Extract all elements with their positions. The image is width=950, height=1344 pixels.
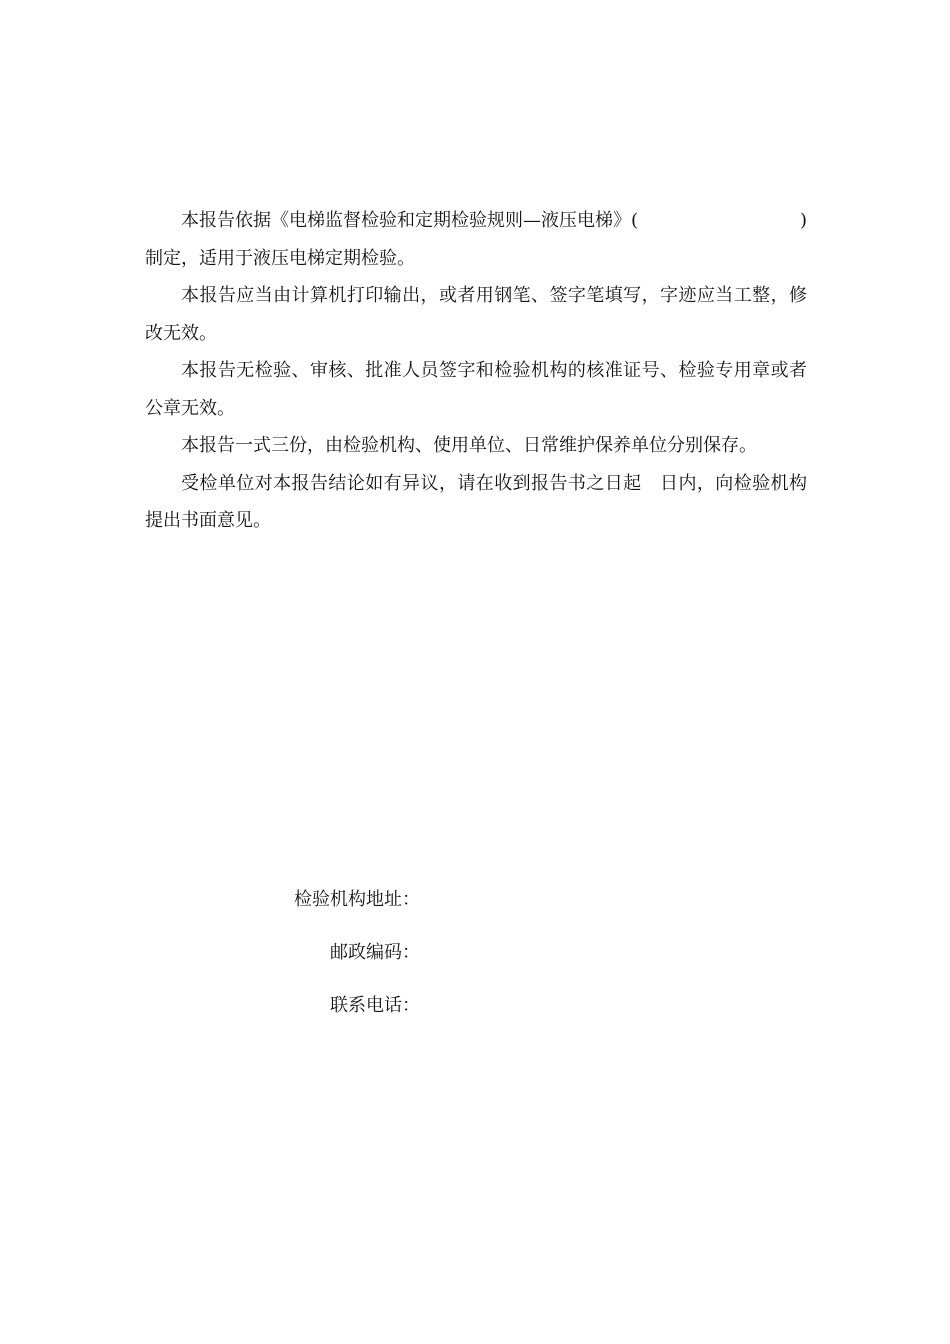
notes-paragraph-1-line-1 [145, 202, 807, 240]
notes-paragraph-1-text: 本报告依据《电梯监督检验和定期检验规则—液压电梯》( [181, 210, 639, 231]
notes-paragraph-1-closing: ) [799, 210, 807, 231]
notes-paragraph-3: 本报告无检验、审核、批准人员签字和检验机构的核准证号、检验专用章或者公章无效。 [145, 360, 807, 419]
notes-paragraph-5: 受检单位对本报告结论如有异议，请在收到报告书之日起 日内，向检验机构提出书面意见。 [145, 472, 807, 531]
notes-body [145, 202, 807, 540]
notes-paragraph-4: 本报告一式三份，由检验机构、使用单位、日常维护保养单位分别保存。 [181, 435, 757, 456]
title-glyph [519, 124, 533, 144]
notes-paragraph-2: 本报告应当由计算机打印输出，或者用钢笔、签字笔填写，字迹应当工整，修改无效。 [145, 285, 807, 344]
phone-label: 联系电话： [330, 995, 420, 1016]
address-label: 检验机构地址： [294, 889, 420, 910]
notes-paragraph-1-line-2: 制定，适用于液压电梯定期检验。 [145, 247, 415, 269]
title-glyph [417, 124, 431, 144]
page-title [0, 124, 950, 144]
postcode-label: 邮政编码： [330, 942, 420, 963]
title-glyph [485, 124, 499, 144]
contact-info [250, 880, 550, 1039]
title-glyph [451, 124, 465, 144]
